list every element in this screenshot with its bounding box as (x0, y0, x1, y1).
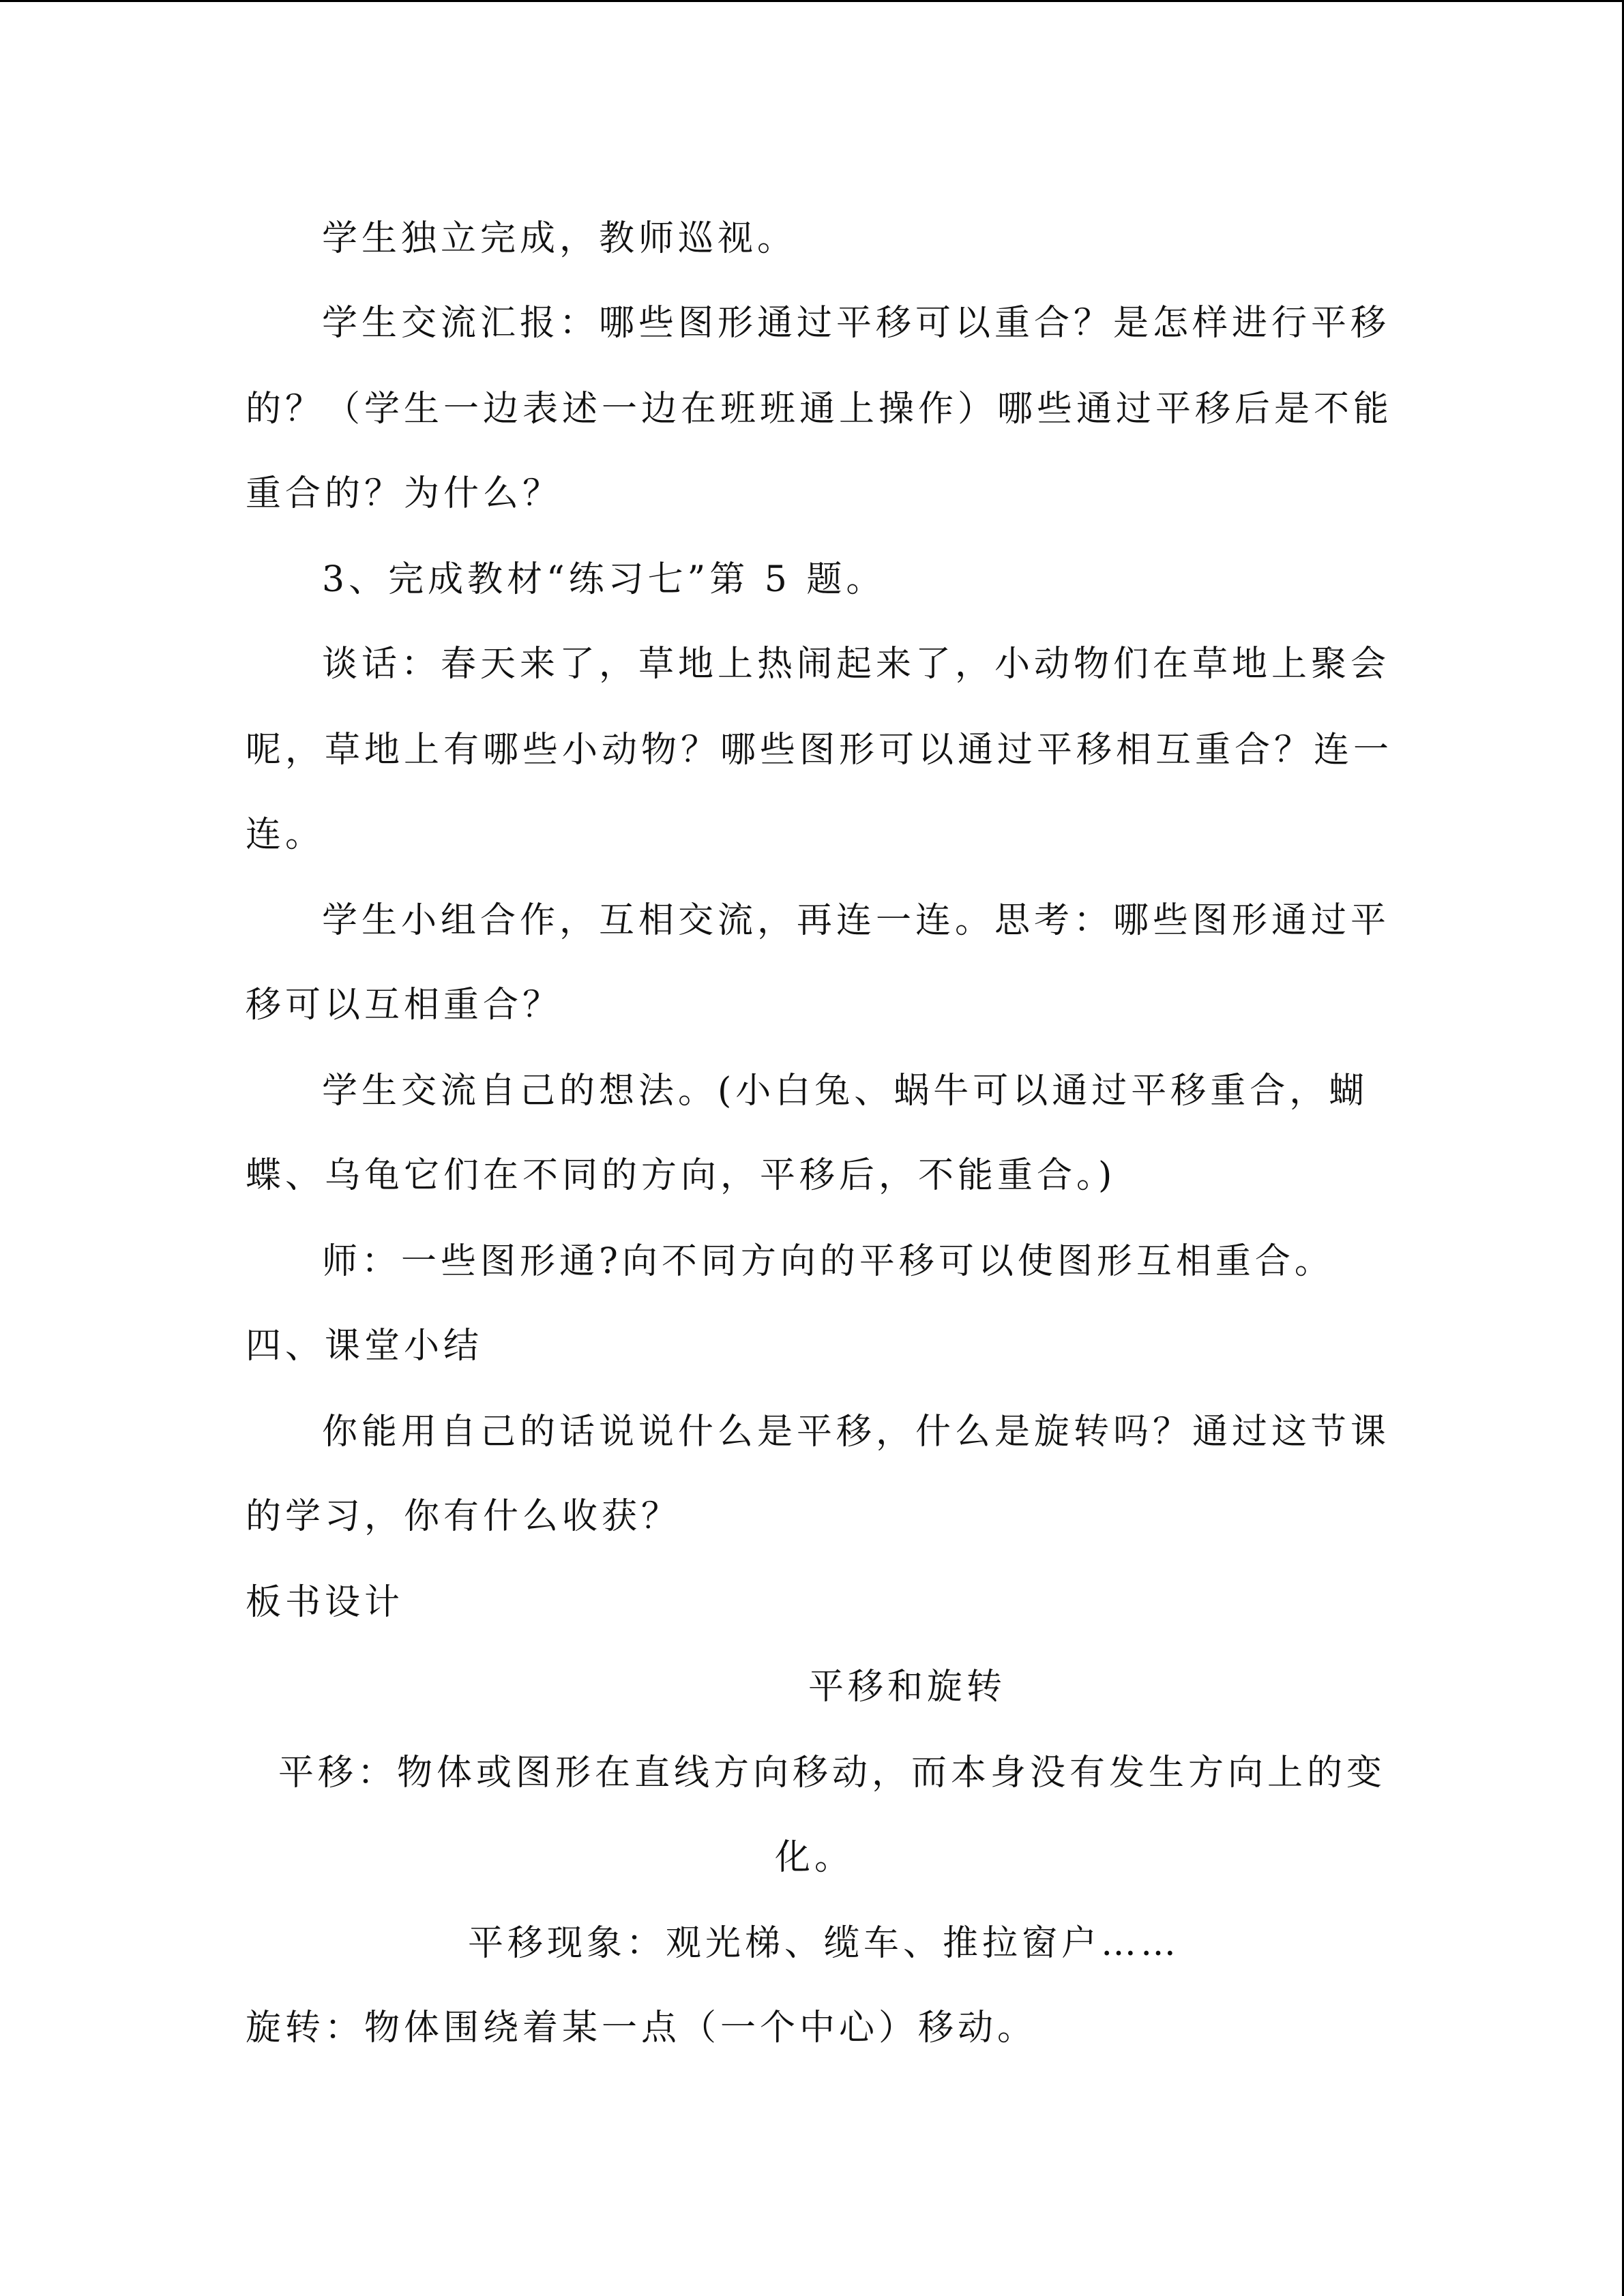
paragraph-line: 的学习，你有什么收获？ (246, 1496, 681, 1537)
board-line: 平移：物体或图形在直线方向移动，而本身没有发生方向上的变 (278, 1753, 1387, 1793)
page-border-top (0, 0, 1624, 2)
paragraph-line: 呢，草地上有哪些小动物？哪些图形可以通过平移相互重合？连一 (246, 730, 1393, 771)
section-heading: 板书设计 (246, 1582, 404, 1623)
paragraph-line: 的？（学生一边表述一边在班班通上操作）哪些通过平移后是不能 (246, 389, 1393, 430)
paragraph-line: 蝶、乌龟它们在不同的方向，平移后，不能重合。) (246, 1155, 1117, 1196)
paragraph-line: 连。 (246, 814, 325, 855)
paragraph-line: 移可以互相重合？ (246, 985, 563, 1026)
paragraph-line: 谈话：春天来了，草地上热闹起来了，小动物们在草地上聚会 (322, 644, 1391, 685)
paragraph-line: 师：一些图形通?向不同方向的平移可以使图形互相重合。 (322, 1241, 1334, 1282)
paragraph-line: 重合的？为什么？ (246, 473, 563, 514)
board-line: 旋转：物体围绕着某一点（一个中心）移动。 (246, 2008, 1037, 2048)
section-heading: 四、课堂小结 (246, 1326, 484, 1367)
paragraph-line: 3、完成教材“练习七”第 5 题。 (322, 559, 886, 600)
board-title: 平移和旋转 (808, 1667, 1006, 1708)
board-line: 平移现象：观光梯、缆车、推拉窗户…… (468, 1923, 1181, 1964)
board-line: 化。 (775, 1837, 855, 1878)
paragraph-line: 学生交流自己的想法。(小白兔、蜗牛可以通过平移重合，蝴 (322, 1071, 1369, 1112)
paragraph-line: 学生独立完成，教师巡视。 (322, 218, 797, 259)
paragraph-line: 学生交流汇报：哪些图形通过平移可以重合？是怎样进行平移 (322, 303, 1391, 344)
paragraph-line: 学生小组合作，互相交流，再连一连。思考：哪些图形通过平 (322, 900, 1391, 941)
paragraph-line: 你能用自己的话说说什么是平移，什么是旋转吗？通过这节课 (322, 1412, 1391, 1452)
